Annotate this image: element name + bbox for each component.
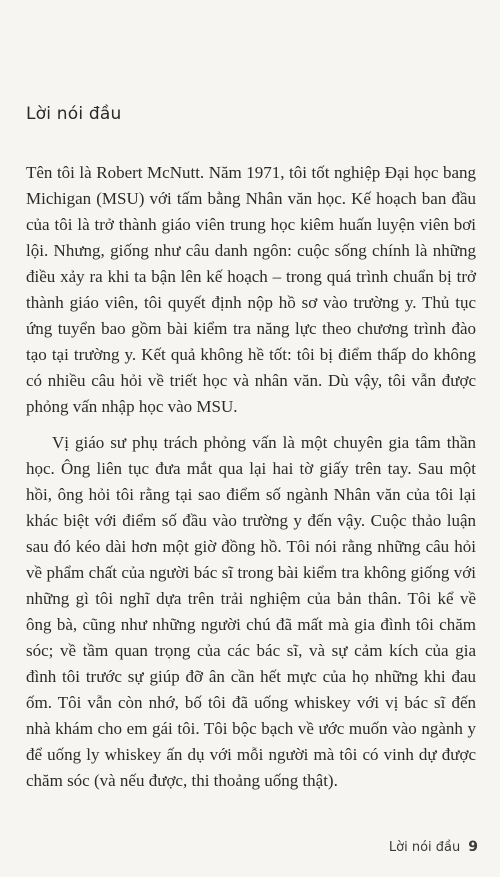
body-text: [26, 160, 476, 794]
paragraph-2: Vị giáo sư phụ trách phỏng vấn là một chuyên gia tâm thần học. Ông liên tục đưa mắt qua lại hai tờ giấy trên tay. Sau một hồi, ông hỏi tôi rằng tại sao điểm số ngành Nhân văn của tôi lại khác biệt với điểm số đầu vào trường y đến vậy. Cuộc thảo luận sau đó kéo dài hơn một giờ đồng hồ. Tôi nói rằng những câu hỏi về phẩm chất của người bác sĩ trong bài kiểm tra không giống với những gì tôi nghĩ dựa trên trải nghiệm của bản thân. Tôi kể về ông bà, cũng như những người chú đã mất mà gia đình tôi chăm sóc; về tầm quan trọng của các bác sĩ, và sự cảm kích của gia đình tôi trước sự giúp đỡ ân cần hết mực của họ những khi đau ốm. Tôi vẫn còn nhớ, bố tôi đã uống whiskey với vị bác sĩ đến nhà khám cho em gái tôi. Tôi bộc bạch về ước muốn vào ngành y để uống ly whiskey ấn dụ với mỗi người mà tôi có vinh dự được chăm sóc (và nếu được, thi thoảng uống thật).: [26, 433, 476, 790]
page-number: 9: [468, 839, 478, 855]
page-footer: [389, 839, 478, 855]
chapter-heading: Lời nói đầu: [26, 104, 122, 124]
running-title: Lời nói đầu: [388, 840, 461, 855]
paragraph-1: Tên tôi là Robert McNutt. Năm 1971, tôi tốt nghiệp Đại học bang Michigan (MSU) với tấm bằng Nhân văn học. Kế hoạch ban đầu của tôi là trở thành giáo viên trung học kiêm huấn luyện viên bơi lội. Nhưng, giống như câu danh ngôn: cuộc sống chính là những điều xảy ra khi ta bận lên kế hoạch – trong quá trình chuẩn bị trở thành giáo viên, tôi quyết định nộp hồ sơ vào trường y. Thủ tục ứng tuyển bao gồm bài kiểm tra năng lực theo chương trình đào tạo tại trường y. Kết quả không hề tốt: tôi bị điểm thấp do không có nhiều câu hỏi về triết học và nhân văn. Dù vậy, tôi vẫn được phỏng vấn nhập học vào MSU.: [26, 163, 476, 416]
